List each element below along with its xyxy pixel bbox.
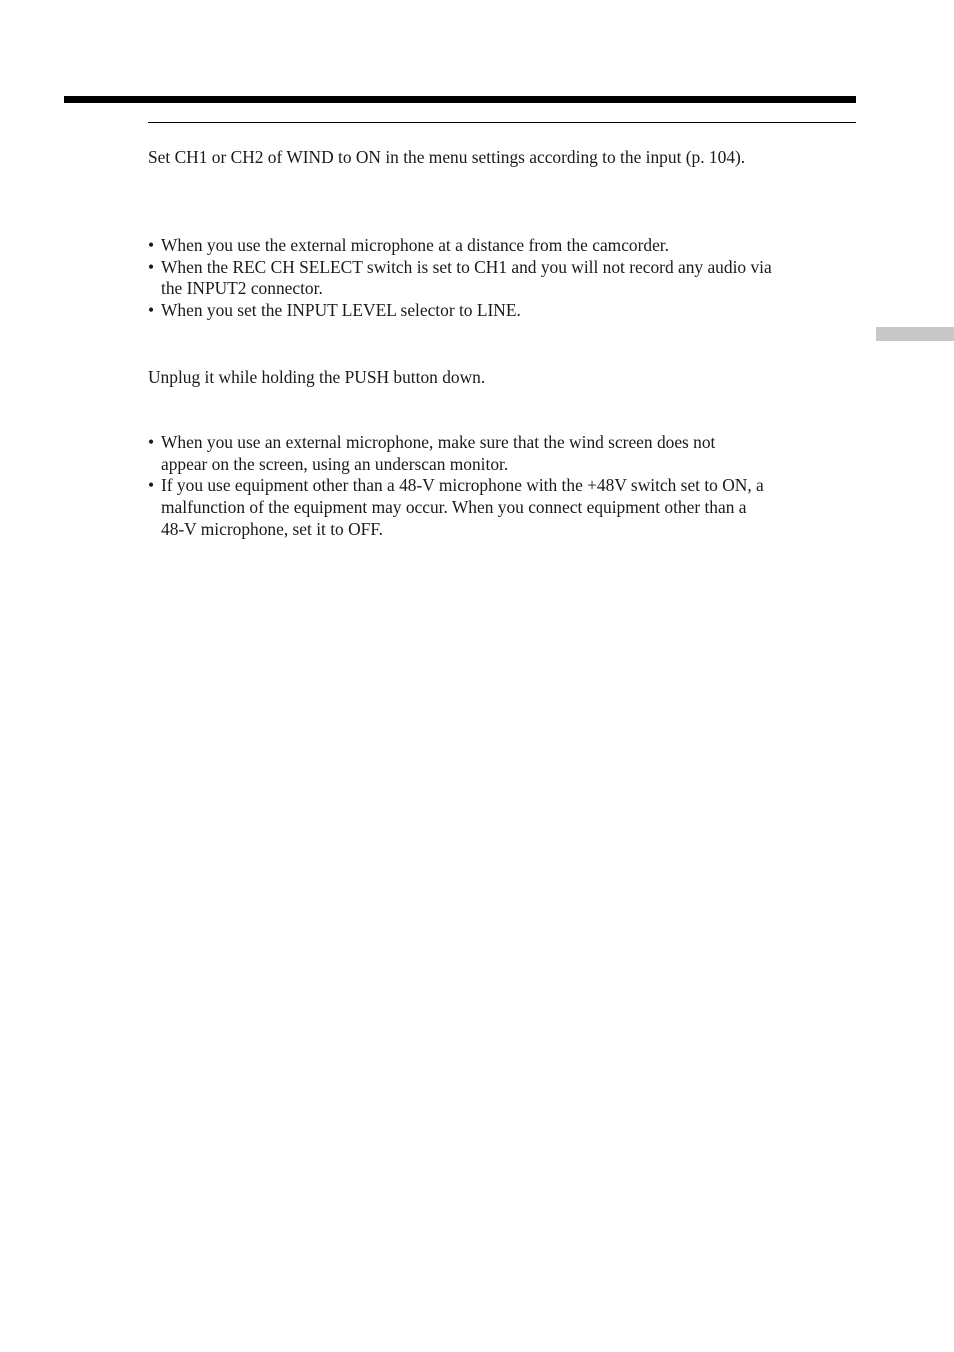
header-rule-thick bbox=[64, 96, 856, 103]
list-item: • If you use equipment other than a 48-V microphone with the +48V switch set to ON, a malfunction of the equipment may occur. When you connect equipment other than a 48-V microphone, set it to OFF. bbox=[148, 475, 764, 539]
usage-conditions-list bbox=[148, 235, 860, 322]
unplug-instruction-text: Unplug it while holding the PUSH button down. bbox=[148, 367, 486, 387]
list-item: • When the REC CH SELECT switch is set to CH1 and you will not record any audio via the INPUT2 connector. bbox=[148, 256, 772, 299]
notes-list bbox=[148, 432, 860, 541]
list-item: • When you use an external microphone, make sure that the wind screen does not appear on the screen, using an underscan monitor. bbox=[148, 432, 716, 474]
section-side-tab bbox=[876, 327, 954, 341]
bullet-icon: • bbox=[148, 432, 155, 452]
header-rule-thin bbox=[148, 122, 856, 123]
wind-instruction-text: Set CH1 or CH2 of WIND to ON in the menu settings according to the input (p. 104). bbox=[148, 147, 746, 167]
bullet-icon: • bbox=[148, 300, 155, 321]
list-item: • When you use the external microphone at a distance from the camcorder. bbox=[148, 235, 669, 255]
bullet-icon: • bbox=[148, 235, 155, 255]
bullet-icon: • bbox=[148, 256, 155, 277]
list-item: • When you set the INPUT LEVEL selector to LINE. bbox=[148, 300, 521, 321]
bullet-icon: • bbox=[148, 475, 155, 496]
